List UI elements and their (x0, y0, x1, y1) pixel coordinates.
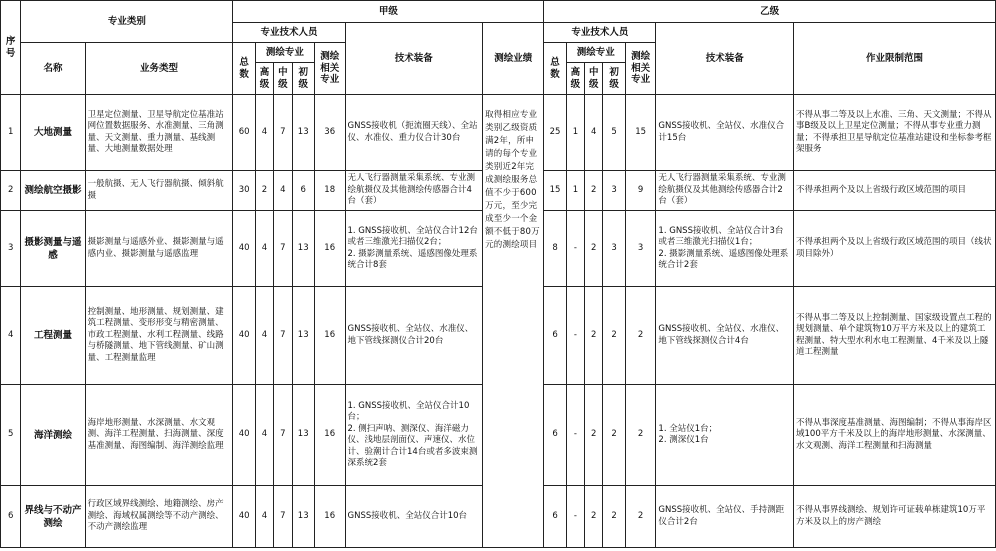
row-a-middle: 7 (274, 211, 292, 287)
performance-cell: 取得相应专业类别乙级资质满2年，所申请的每个专业类别近2年完成测绘服务总值不少于600万元，至少完成至少一个金额不低于80万元的测绘项目 (483, 95, 544, 548)
row-a-equipment: GNSS接收机、全站仪、水准仪、地下管线探测仪合计20台 (345, 287, 483, 385)
row-a-total: 40 (233, 486, 255, 548)
row-biz: 一般航摄、无人飞行器航摄、倾斜航摄 (85, 171, 233, 211)
row-b-middle: 2 (585, 211, 603, 287)
row-limit: 不得承担两个及以上省级行政区域范围的项目 (794, 171, 996, 211)
row-a-junior: 13 (292, 211, 314, 287)
row-a-total: 40 (233, 211, 255, 287)
row-a-middle: 7 (274, 486, 292, 548)
row-b-senior: - (566, 287, 584, 385)
row-no: 4 (1, 287, 21, 385)
row-b-related: 2 (625, 385, 656, 486)
row-a-related: 36 (314, 95, 345, 171)
row-b-senior: 1 (566, 171, 584, 211)
row-b-equipment: 1. 全站仪1台； 2. 测深仪1台 (656, 385, 794, 486)
row-b-related: 2 (625, 486, 656, 548)
row-b-junior: 2 (603, 287, 625, 385)
row-b-equipment: 1. GNSS接收机、全站仪合计3台或者三维激光扫描仪1台； 2. 摄影测量系统、遥感图像处理系统合计2套 (656, 211, 794, 287)
row-b-total: 6 (544, 287, 566, 385)
row-b-senior: - (566, 385, 584, 486)
row-no: 6 (1, 486, 21, 548)
row-name: 测绘航空摄影 (21, 171, 85, 211)
row-a-related: 18 (314, 171, 345, 211)
row-a-senior: 4 (255, 211, 273, 287)
row-b-senior: - (566, 486, 584, 548)
header-a-middle: 中级 (274, 63, 292, 95)
row-biz: 行政区域界线测绘、地籍测绘、房产测绘、海域权属测绘等不动产测绘、不动产测绘监理 (85, 486, 233, 548)
header-a-senior: 高级 (255, 63, 273, 95)
row-a-junior: 13 (292, 95, 314, 171)
header-b-equipment: 技术装备 (656, 23, 794, 95)
row-a-junior: 13 (292, 385, 314, 486)
row-biz: 海岸地形测量、水深测量、水文观测、海洋工程测量、扫海测量、深度基准测量、海图编制、海洋测绘监理 (85, 385, 233, 486)
header-b-survey-major: 测绘专业 (566, 43, 625, 63)
header-b-senior: 高级 (566, 63, 584, 95)
row-a-senior: 4 (255, 385, 273, 486)
row-biz: 控制测量、地形测量、规划测量、建筑工程测量、变形形变与精密测量、市政工程测量、水利工程测量、线路与桥隧测量、地下管线测量、矿山测量、工程测量监理 (85, 287, 233, 385)
header-category: 专业类别 (21, 1, 233, 43)
header-a-related: 测绘相关专业 (314, 43, 345, 95)
row-a-equipment: 1. GNSS接收机、全站仪合计10台； 2. 侧扫声呐、测深仪、海洋磁力仪、浅地层剖面仪、声速仪、水位计、验潮计合计14台或者多波束测深系统2套 (345, 385, 483, 486)
row-b-middle: 2 (585, 171, 603, 211)
row-b-junior: 3 (603, 211, 625, 287)
row-no: 1 (1, 95, 21, 171)
row-no: 5 (1, 385, 21, 486)
row-a-total: 40 (233, 287, 255, 385)
header-category-biz: 业务类型 (85, 43, 233, 95)
row-b-related: 9 (625, 171, 656, 211)
row-b-total: 25 (544, 95, 566, 171)
row-limit: 不得从事二等及以上水准、三角、天文测量；不得从事B级及以上卫星定位测量；不得从事专业重力测量；不得承担卫星导航定位基准站建设和坐标参考框架服务 (794, 95, 996, 171)
row-a-middle: 7 (274, 385, 292, 486)
row-a-related: 16 (314, 211, 345, 287)
row-b-junior: 2 (603, 486, 625, 548)
header-a-staff: 专业技术人员 (233, 23, 345, 43)
row-b-middle: 2 (585, 486, 603, 548)
row-limit: 不得从事界线测绘、规划许可证载单栋建筑10万平方米及以上的房产测绘 (794, 486, 996, 548)
row-a-related: 16 (314, 287, 345, 385)
header-a-survey-major: 测绘专业 (255, 43, 314, 63)
row-limit: 不得从事深度基准测量、海图编制；不得从事海岸区域100平方千米及以上的海岸地形测量、水深测量、水文观测、海洋工程测量和扫海测量 (794, 385, 996, 486)
row-a-middle: 4 (274, 171, 292, 211)
row-a-junior: 6 (292, 171, 314, 211)
row-a-total: 60 (233, 95, 255, 171)
row-b-equipment: GNSS接收机、全站仪、水准仪、地下管线探测仪合计4台 (656, 287, 794, 385)
row-a-senior: 2 (255, 171, 273, 211)
row-b-equipment: GNSS接收机、全站仪、手持测距仪合计2台 (656, 486, 794, 548)
row-a-equipment: GNSS接收机（扼流圈天线）、全站仪、水准仪、重力仪合计30台 (345, 95, 483, 171)
header-performance: 测绘业绩 (483, 23, 544, 95)
row-b-middle: 2 (585, 287, 603, 385)
row-b-total: 6 (544, 486, 566, 548)
header-b-middle: 中级 (585, 63, 603, 95)
row-name: 摄影测量与遥感 (21, 211, 85, 287)
row-b-junior: 2 (603, 385, 625, 486)
row-name: 界线与不动产测绘 (21, 486, 85, 548)
row-b-equipment: GNSS接收机、全站仪、水准仪合计15台 (656, 95, 794, 171)
row-b-total: 8 (544, 211, 566, 287)
row-b-related: 2 (625, 287, 656, 385)
header-a-junior: 初级 (292, 63, 314, 95)
row-a-related: 16 (314, 486, 345, 548)
row-b-middle: 2 (585, 385, 603, 486)
row-biz: 摄影测量与遥感外业、摄影测量与遥感内业、摄影测量与遥感监理 (85, 211, 233, 287)
row-name: 工程测量 (21, 287, 85, 385)
header-grade-a: 甲级 (233, 1, 544, 23)
row-a-equipment: 无人飞行器测量采集系统、专业测绘航摄仪及其他测绘传感器合计4台（套） (345, 171, 483, 211)
row-a-equipment: GNSS接收机、全站仪合计10台 (345, 486, 483, 548)
row-name: 海洋测绘 (21, 385, 85, 486)
header-b-junior: 初级 (603, 63, 625, 95)
header-a-equipment: 技术装备 (345, 23, 483, 95)
header-b-total: 总数 (544, 43, 566, 95)
row-a-senior: 4 (255, 95, 273, 171)
row-b-senior: 1 (566, 95, 584, 171)
row-a-total: 40 (233, 385, 255, 486)
header-seq: 序号 (1, 1, 21, 95)
row-b-senior: - (566, 211, 584, 287)
header-category-name: 名称 (21, 43, 85, 95)
row-name: 大地测量 (21, 95, 85, 171)
row-limit: 不得承担两个及以上省级行政区域范围的项目（线状项目除外） (794, 211, 996, 287)
header-limit: 作业限制范围 (794, 23, 996, 95)
row-limit: 不得从事二等及以上控制测量、国家级设置点工程的规划测量、单个建筑物10万平方米及以上的建筑工程测量、特大型水利水电工程测量、4千米及以上隧道工程测量 (794, 287, 996, 385)
row-a-middle: 7 (274, 287, 292, 385)
header-a-total: 总数 (233, 43, 255, 95)
header-grade-b: 乙级 (544, 1, 996, 23)
row-a-related: 16 (314, 385, 345, 486)
row-a-junior: 13 (292, 287, 314, 385)
row-a-junior: 13 (292, 486, 314, 548)
row-biz: 卫星定位测量、卫星导航定位基准站网位置数据服务、水准测量、三角测量、天文测量、重力测量、基线测量、大地测量数据处理 (85, 95, 233, 171)
row-b-related: 3 (625, 211, 656, 287)
row-b-junior: 3 (603, 171, 625, 211)
row-b-total: 6 (544, 385, 566, 486)
row-a-senior: 4 (255, 287, 273, 385)
row-a-senior: 4 (255, 486, 273, 548)
table-row (1, 95, 996, 171)
row-a-total: 30 (233, 171, 255, 211)
row-no: 2 (1, 171, 21, 211)
header-b-related: 测绘相关专业 (625, 43, 656, 95)
row-b-middle: 4 (585, 95, 603, 171)
row-b-total: 15 (544, 171, 566, 211)
row-b-related: 15 (625, 95, 656, 171)
row-b-junior: 5 (603, 95, 625, 171)
row-a-equipment: 1. GNSS接收机、全站仪合计12台或者三维激光扫描仪2台； 2. 摄影测量系统、遥感图像处理系统合计8套 (345, 211, 483, 287)
header-b-staff: 专业技术人员 (544, 23, 656, 43)
row-no: 3 (1, 211, 21, 287)
row-a-middle: 7 (274, 95, 292, 171)
row-b-equipment: 无人飞行器测量采集系统、专业测绘航摄仪及其他测绘传感器合计2台（套） (656, 171, 794, 211)
